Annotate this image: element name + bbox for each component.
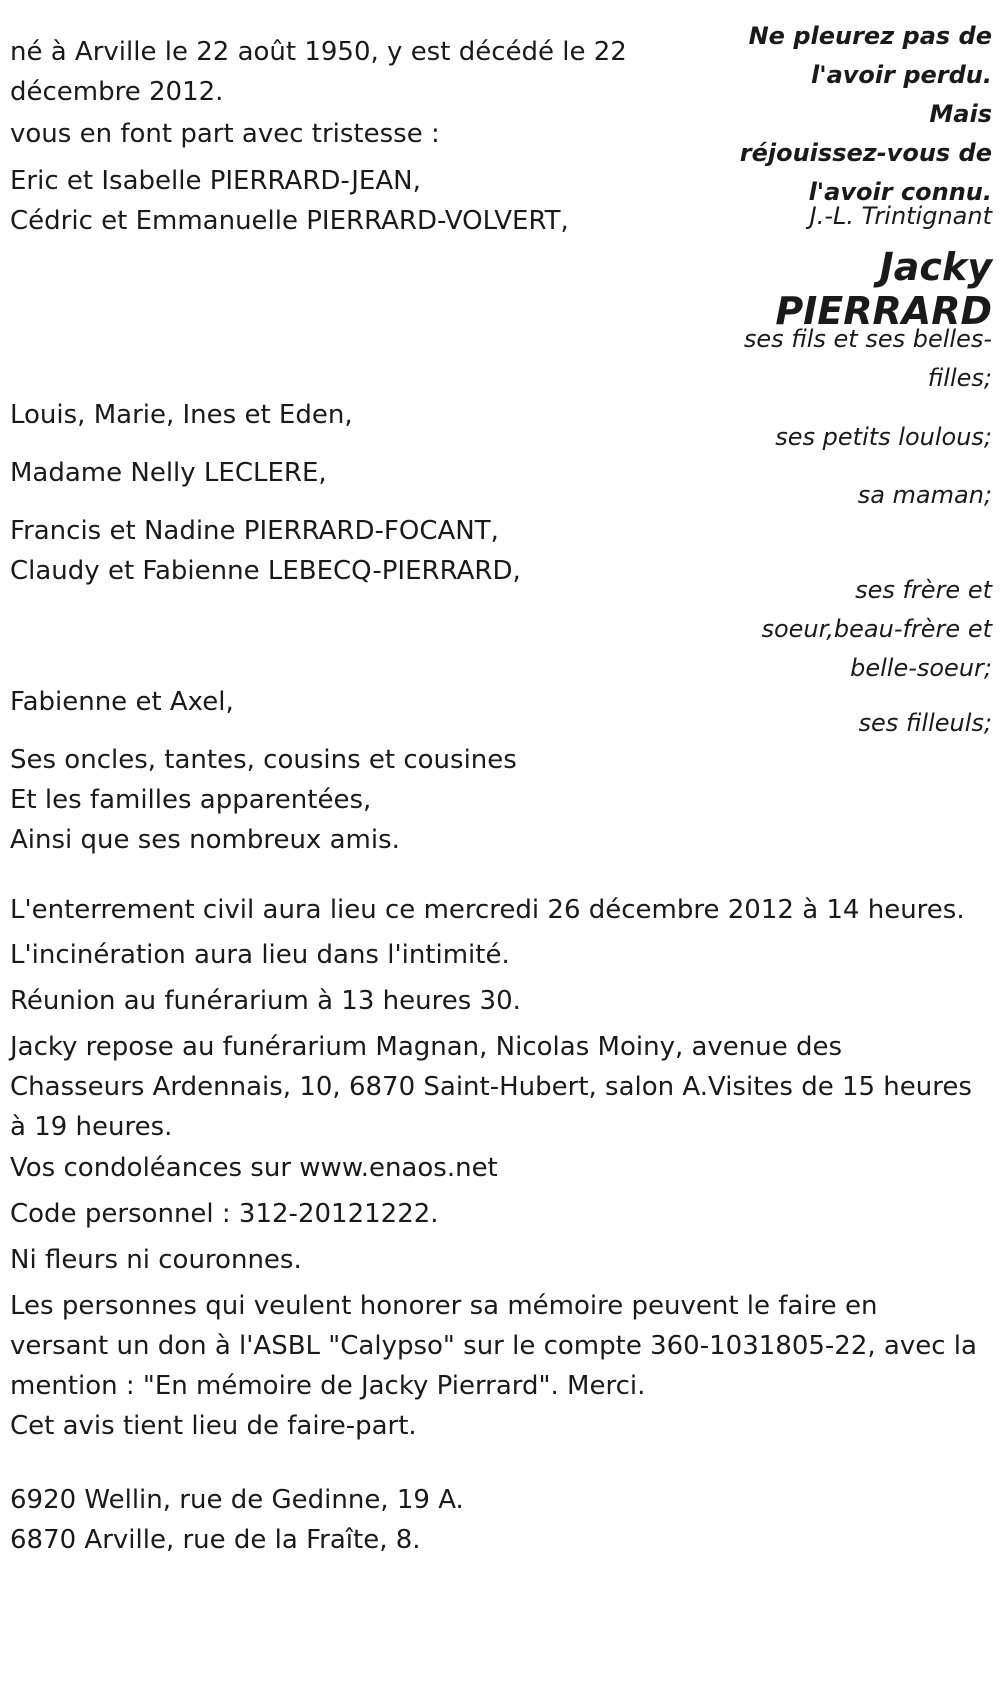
personal-code-text: Code personnel : 312-20121222. [10, 1199, 439, 1229]
extended-family-list: Ses oncles, tantes, cousins et cousines Et les familles apparentées, Ainsi que ses nombreux amis. [10, 745, 517, 855]
donation-text: Les personnes qui veulent honorer sa mémoire peuvent le faire en versant un don à l'ASBL "Calypso" sur le compte 360-1031805-22, avec la mention : "En mémoire de Jacky Pierrard". Merci. [10, 1291, 977, 1401]
notice-text: Cet avis tient lieu de faire-part. [10, 1411, 417, 1441]
birth-death-text: né à Arville le 22 août 1950, y est décédé le 22 décembre 2012. [10, 37, 627, 107]
addresses: 6920 Wellin, rue de Gedinne, 19 A. 6870 Arville, rue de la Fraîte, 8. [10, 1485, 464, 1555]
relation-godchildren: ses filleuls; [858, 709, 992, 737]
flowers-text: Ni fleurs ni couronnes. [10, 1245, 302, 1275]
godchildren-text: Fabienne et Axel, [10, 687, 234, 717]
relation-mother: sa maman; [857, 481, 992, 509]
relation-siblings: ses frère et soeur,beau-frère et belle-soeur; [761, 576, 992, 682]
meeting-text: Réunion au funérarium à 13 heures 30. [10, 986, 521, 1016]
quote-author: J.-L. Trintignant [809, 202, 992, 230]
cremation-text: L'incinération aura lieu dans l'intimité. [10, 940, 510, 970]
mother-text: Madame Nelly LECLERE, [10, 458, 327, 488]
relation-grandchildren: ses petits loulous; [775, 423, 992, 451]
relation-sons: ses fils et ses belles- filles; [743, 325, 992, 392]
grandchildren-text: Louis, Marie, Ines et Eden, [10, 400, 353, 430]
funeral-text: L'enterrement civil aura lieu ce mercredi 26 décembre 2012 à 14 heures. [10, 895, 965, 925]
announcement-text: vous en font part avec tristesse : [10, 119, 440, 149]
quote-text: Ne pleurez pas de l'avoir perdu. Mais réjouissez-vous de l'avoir connu. [739, 22, 992, 206]
condolences-text: Vos condoléances sur www.enaos.net [10, 1153, 498, 1183]
rest-text: Jacky repose au funérarium Magnan, Nicolas Moiny, avenue des Chasseurs Ardennais, 10, 6870 Saint-Hubert, salon A.Visites de 15 heures à 19 heures. [10, 1032, 972, 1142]
deceased-name: Jacky PIERRARD [775, 245, 992, 333]
sons-list: Eric et Isabelle PIERRARD-JEAN, Cédric et Emmanuelle PIERRARD-VOLVERT, [10, 166, 569, 236]
siblings-list: Francis et Nadine PIERRARD-FOCANT, Claudy et Fabienne LEBECQ-PIERRARD, [10, 516, 521, 586]
